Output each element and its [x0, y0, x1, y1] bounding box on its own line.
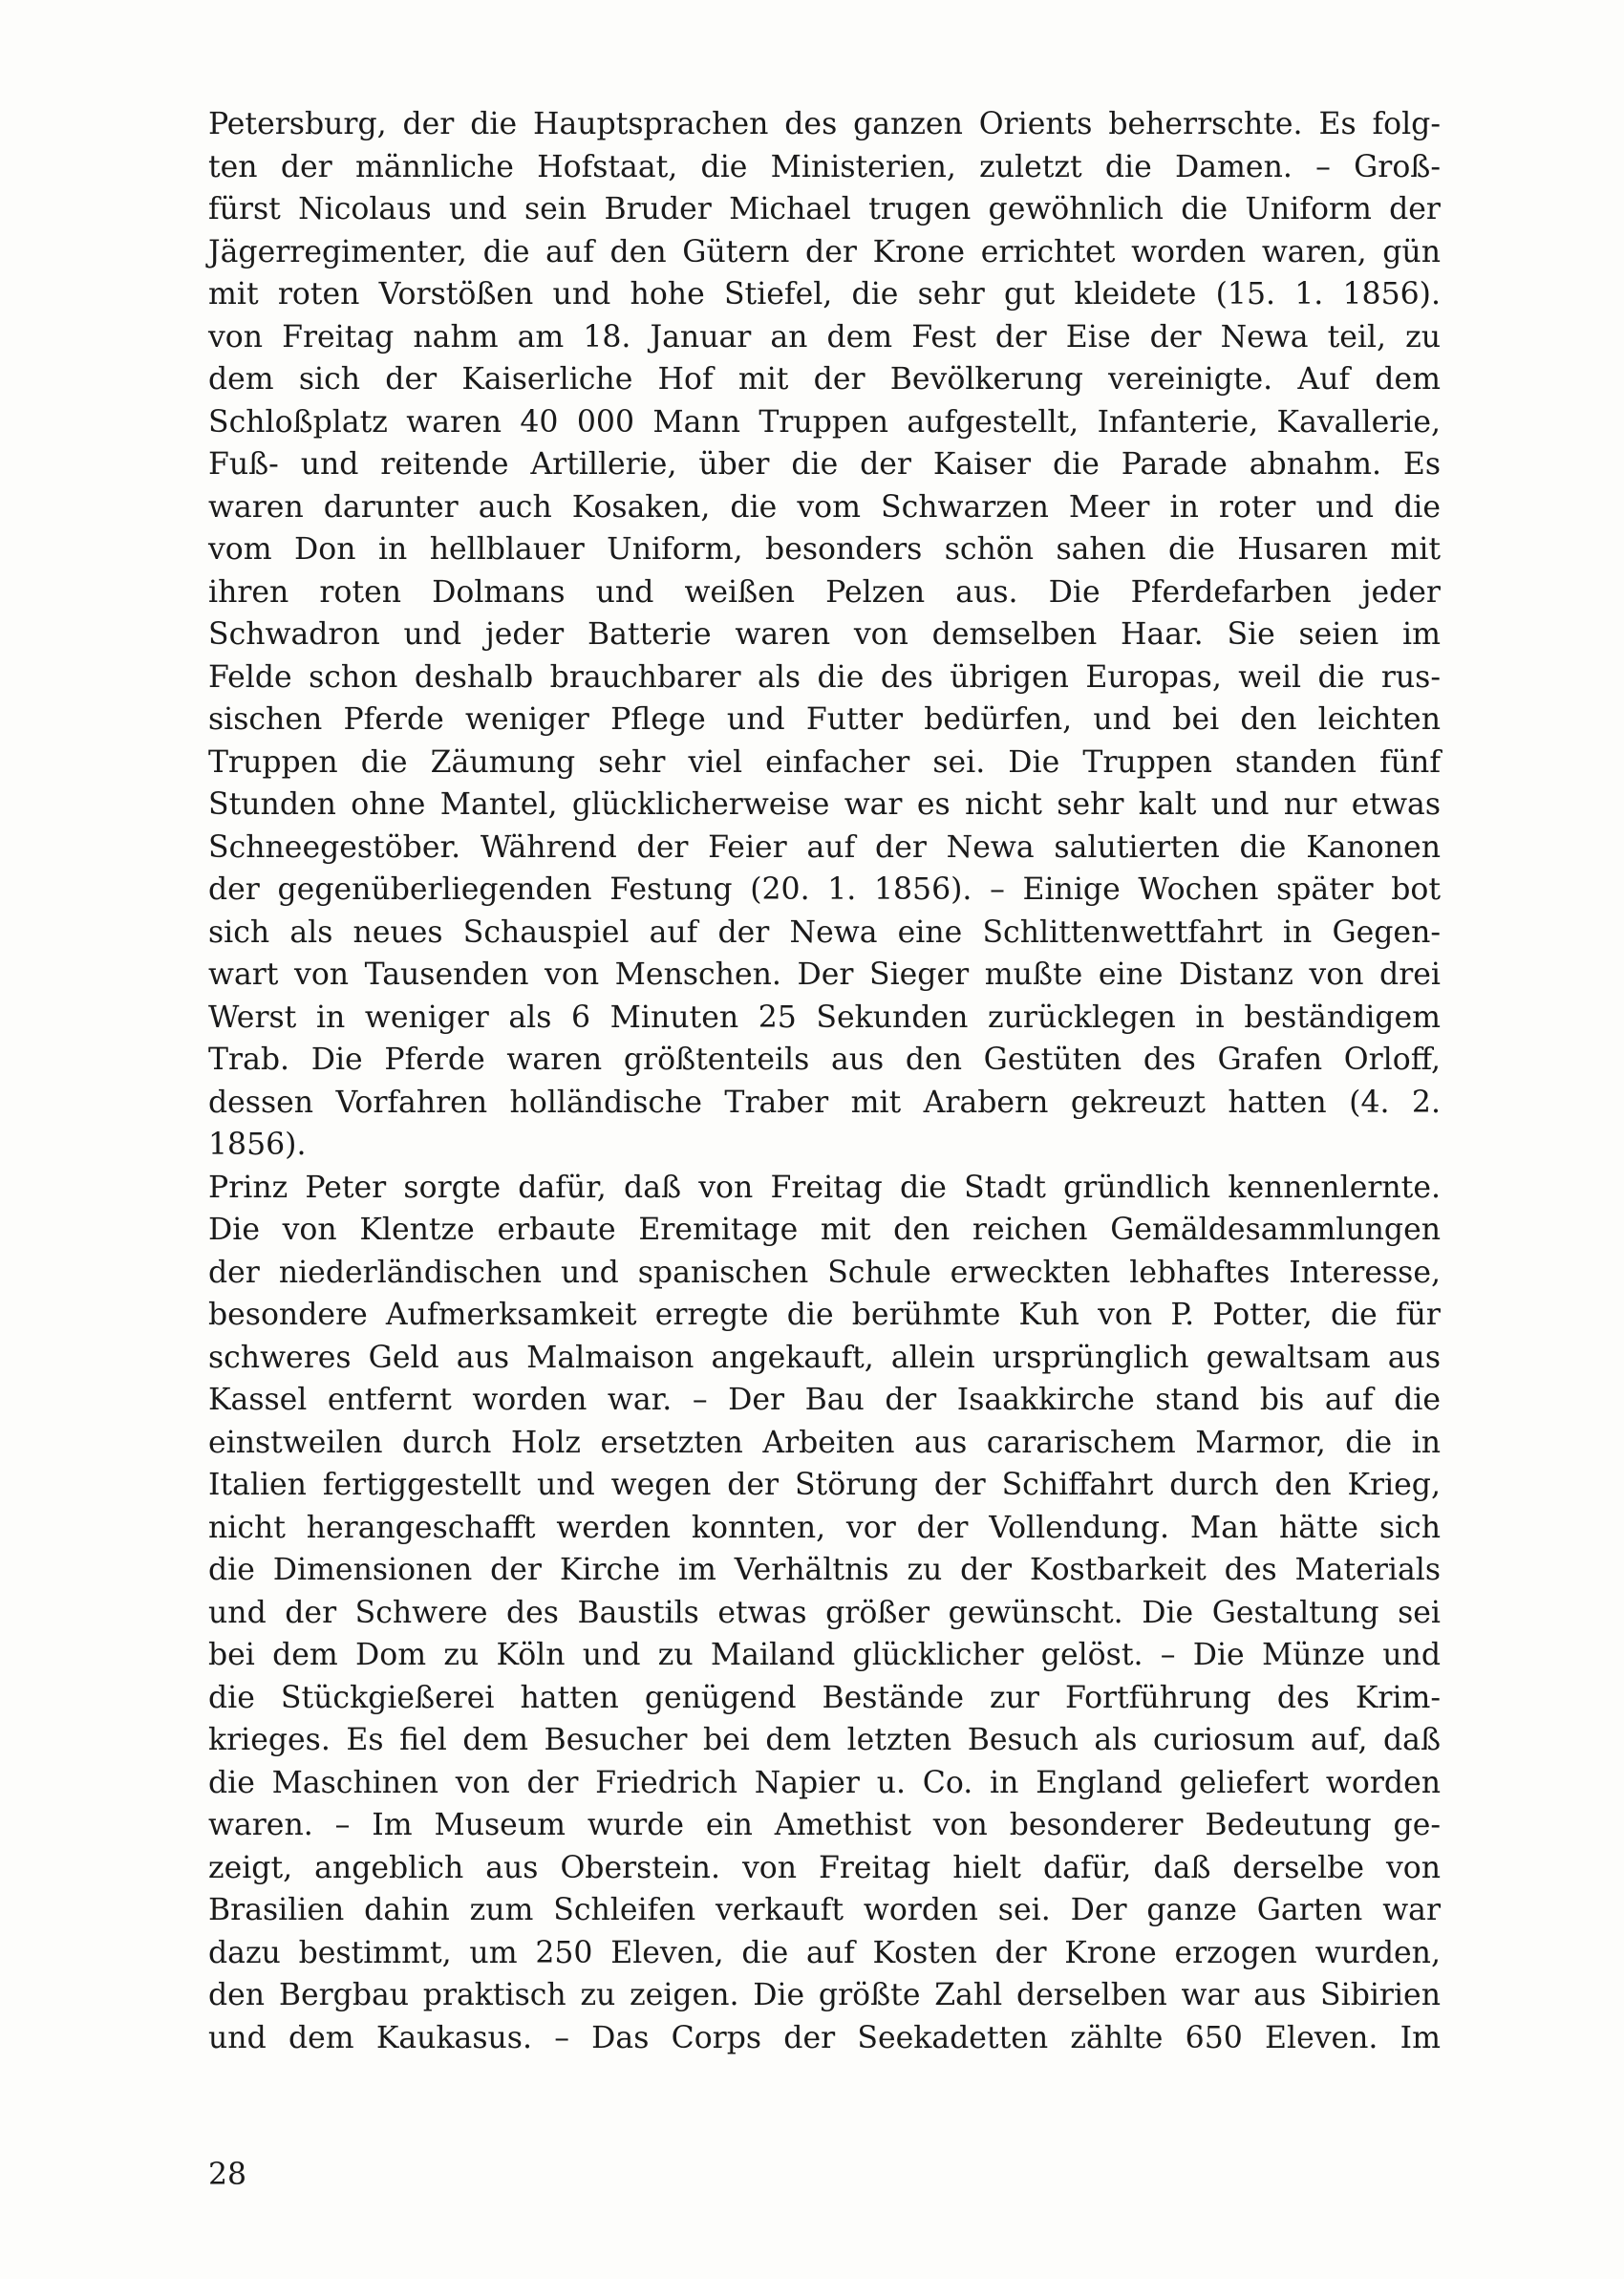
text-line: Schwadron und jeder Batterie waren von demselben Haar. Sie seien im: [208, 617, 1441, 652]
text-line: der gegenüberliegenden Festung (20. 1. 1856). – Einige Wochen später bot: [208, 872, 1441, 907]
text-line: Kassel entfernt worden war. – Der Bau der Isaakkirche stand bis auf die: [208, 1383, 1441, 1417]
text-line: Trab. Die Pferde waren größtenteils aus den Gestüten des Grafen Orloff,: [208, 1043, 1441, 1077]
text-line: von Freitag nahm am 18. Januar an dem Fest der Eise der Newa teil, zu: [208, 319, 1441, 355]
text-line: Werst in weniger als 6 Minuten 25 Sekunden zurücklegen in beständigem: [208, 1000, 1441, 1035]
text-line: die Dimensionen der Kirche im Verhältnis zu der Kostbarkeit des Materials: [208, 1553, 1441, 1587]
text-line: einstweilen durch Holz ersetzten Arbeiten aus cararischem Marmor, die in: [208, 1425, 1441, 1460]
text-line: sischen Pferde weniger Pflege und Futter bedürfen, und bei den leichten: [208, 702, 1441, 737]
text-line: der niederländischen und spanischen Schule erweckten lebhaftes Interesse,: [208, 1255, 1441, 1290]
text-line: vom Don in hellblauer Uniform, besonders schön sahen die Husaren mit: [208, 532, 1441, 567]
text-line: dessen Vorfahren holländische Traber mit Arabern gekreuzt hatten (4. 2.: [208, 1085, 1441, 1120]
text-line: Stunden ohne Mantel, glücklicherweise war es nicht sehr kalt und nur etwas: [208, 787, 1441, 822]
text-line: zeigt, angeblich aus Oberstein. von Freitag hielt dafür, daß derselbe von: [208, 1850, 1441, 1885]
text-line: schweres Geld aus Malmaison angekauft, allein ursprünglich gewaltsam aus: [208, 1340, 1441, 1375]
text-line: sich als neues Schauspiel auf der Newa eine Schlittenwettfahrt in Gegen-: [208, 914, 1441, 950]
text-line: die Stückgießerei hatten genügend Bestände zur Fortführung des Krim-: [208, 1680, 1441, 1715]
text-line: und dem Kaukasus. – Das Corps der Seekadetten zählte 650 Eleven. Im: [208, 2020, 1441, 2055]
text-line: Felde schon deshalb brauchbarer als die des übrigen Europas, weil die rus-: [208, 659, 1441, 695]
text-line: fürst Nicolaus und sein Bruder Michael trugen gewöhnlich die Uniform der: [208, 192, 1441, 226]
text-line: den Bergbau praktisch zu zeigen. Die größte Zahl derselben war aus Sibirien: [208, 1978, 1441, 2012]
text-line: wart von Tausenden von Menschen. Der Sieger mußte eine Distanz von drei: [208, 957, 1441, 992]
text-line: ihren roten Dolmans und weißen Pelzen aus. Die Pferdefarben jeder: [208, 574, 1441, 610]
text-line: krieges. Es fiel dem Besucher bei dem letzten Besuch als curiosum auf, daß: [208, 1723, 1441, 1757]
text-line: Schloßplatz waren 40 000 Mann Truppen aufgestellt, Infanterie, Kavallerie,: [208, 404, 1441, 440]
text-line: ten der männliche Hofstaat, die Ministerien, zuletzt die Damen. – Groß-: [208, 149, 1441, 184]
text-line: bei dem Dom zu Köln und zu Mailand glücklicher gelöst. – Die Münze und: [208, 1638, 1441, 1672]
text-line: Die von Klentze erbaute Eremitage mit den reichen Gemäldesammlungen: [208, 1213, 1441, 1247]
text-line: Italien fertiggestellt und wegen der Störung der Schiffahrt durch den Krieg,: [208, 1468, 1441, 1502]
text-line: Jägerregimenter, die auf den Gütern der Krone errichtet worden waren, gün: [208, 234, 1441, 269]
text-line: mit roten Vorstößen und hohe Stiefel, die sehr gut kleidete (15. 1. 1856).: [208, 277, 1441, 312]
text-line: und der Schwere des Baustils etwas größer gewünscht. Die Gestaltung sei: [208, 1595, 1441, 1630]
text-line: dazu bestimmt, um 250 Eleven, die auf Kosten der Krone erzogen wurden,: [208, 1935, 1441, 1970]
page-number: 28: [208, 2158, 247, 2192]
text-line: dem sich der Kaiserliche Hof mit der Bevölkerung vereinigte. Auf dem: [208, 362, 1441, 397]
text-line: Petersburg, der die Hauptsprachen des ganzen Orients beherrschte. Es folg-: [208, 107, 1441, 141]
text-line: nicht herangeschafft werden konnten, vor der Vollendung. Man hätte sich: [208, 1510, 1441, 1545]
text-line: Fuß- und reitende Artillerie, über die der Kaiser die Parade abnahm. Es: [208, 447, 1441, 482]
text-line: besondere Aufmerksamkeit erregte die berühmte Kuh von P. Potter, die für: [208, 1298, 1441, 1332]
text-line: die Maschinen von der Friedrich Napier u. Co. in England geliefert worden: [208, 1765, 1441, 1800]
text-line: waren darunter auch Kosaken, die vom Schwarzen Meer in roter und die: [208, 489, 1441, 525]
text-line: Prinz Peter sorgte dafür, daß von Freitag die Stadt gründlich kennenlernte.: [208, 1170, 1441, 1205]
text-line: 1856).: [208, 1128, 307, 1162]
text-line: Brasilien dahin zum Schleifen verkauft worden sei. Der ganze Garten war: [208, 1893, 1441, 1927]
text-line: Schneegestöber. Während der Feier auf der Newa salutierten die Kanonen: [208, 829, 1441, 865]
text-line: waren. – Im Museum wurde ein Amethist von besonderer Bedeutung ge-: [208, 1808, 1441, 1842]
text-line: Truppen die Zäumung sehr viel einfacher sei. Die Truppen standen fünf: [208, 744, 1441, 780]
body-text: [208, 103, 1441, 2059]
